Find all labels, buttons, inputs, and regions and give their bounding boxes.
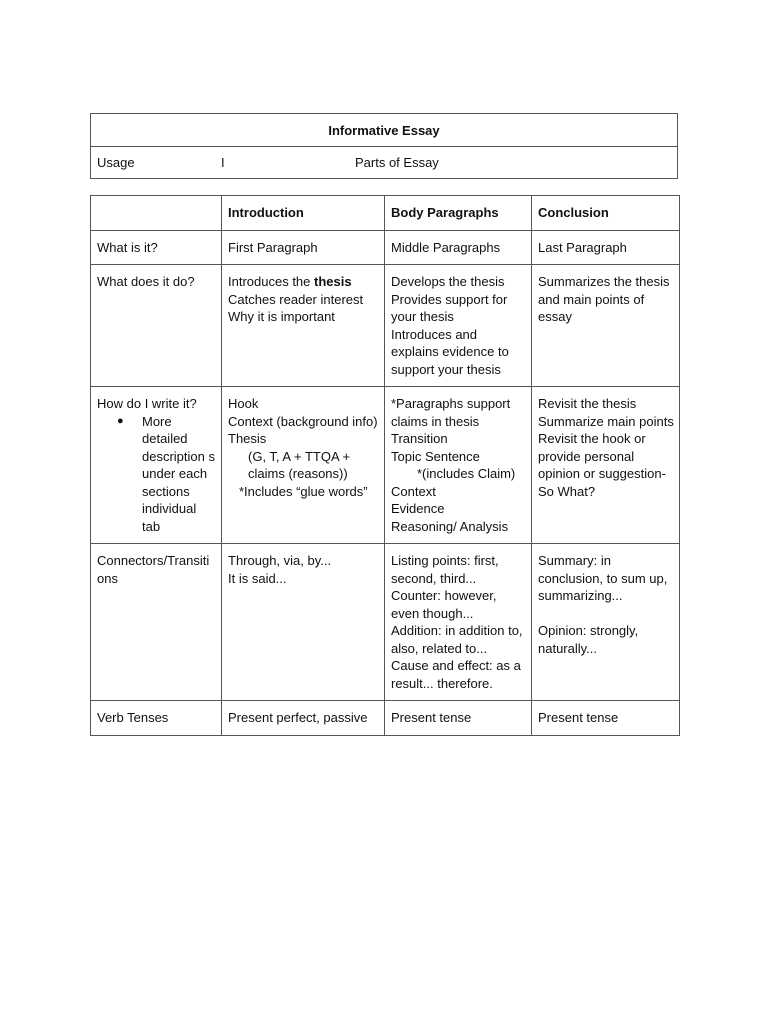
conclusion-line: Revisit the thesis xyxy=(538,396,637,411)
body-line: *Paragraphs support claims in thesis xyxy=(391,396,511,429)
intro-line: Hook xyxy=(228,396,259,411)
cell-conclusion xyxy=(532,544,680,701)
table-row xyxy=(91,544,680,701)
body-line: Cause and effect: as a result... therefore. xyxy=(391,658,521,691)
document-title: Informative Essay xyxy=(91,114,677,147)
intro-line: (G, T, A + TTQA + claims (reasons)) xyxy=(248,448,351,481)
intro-line: Why it is important xyxy=(228,309,335,324)
intro-line: Through, via, by... xyxy=(228,553,332,568)
intro-line: *Includes “glue words” xyxy=(239,483,368,499)
cell-conclusion xyxy=(532,387,680,544)
conclusion-line: Opinion: strongly, naturally... xyxy=(538,623,639,656)
conclusion-line: Summary: in conclusion, to sum up, summarizing... xyxy=(538,553,668,603)
blank-line xyxy=(538,605,674,623)
usage-label: Usage xyxy=(97,155,135,170)
intro-prefix: Introduces the xyxy=(228,274,314,289)
header-cell-conclusion: Conclusion xyxy=(532,196,680,231)
usage-row xyxy=(91,147,677,179)
body-line: Transition xyxy=(391,431,448,446)
cell-body: Middle Paragraphs xyxy=(385,230,532,265)
cell-introduction: Present perfect, passive xyxy=(222,701,385,736)
separator-mark: I xyxy=(221,155,225,170)
intro-line: It is said... xyxy=(228,570,287,586)
cell-introduction xyxy=(222,265,385,387)
cell-body xyxy=(385,265,532,387)
body-line: Topic Sentence xyxy=(391,448,480,464)
title-table xyxy=(90,113,678,179)
body-line: Counter: however, even though... xyxy=(391,588,497,621)
row-label: What is it? xyxy=(91,230,222,265)
cell-body: Present tense xyxy=(385,701,532,736)
intro-line: Context (background info) xyxy=(228,413,378,429)
intro-line xyxy=(228,273,379,291)
row-label: What does it do? xyxy=(91,265,222,387)
cell-introduction xyxy=(222,387,385,544)
bullet-item xyxy=(97,413,216,536)
header-cell-introduction: Introduction xyxy=(222,196,385,231)
cell-conclusion: Present tense xyxy=(532,701,680,736)
essay-parts-table xyxy=(90,195,680,736)
header-row xyxy=(91,196,680,231)
cell-body xyxy=(385,544,532,701)
body-line: Listing points: first, second, third... xyxy=(391,553,499,586)
cell-body xyxy=(385,387,532,544)
cell-conclusion: Summarizes the thesis and main points of essay xyxy=(532,265,680,387)
body-line: Context xyxy=(391,483,436,499)
body-line: Provides support for your thesis xyxy=(391,291,508,324)
conclusion-line: Revisit the hook or provide personal opinion or suggestion- So What? xyxy=(538,431,666,499)
body-line: Develops the thesis xyxy=(391,274,505,289)
bullet-text: More detailed description s under each sections individual tab xyxy=(142,413,215,534)
intro-line: Thesis xyxy=(228,431,267,446)
parts-label: Parts of Essay xyxy=(355,155,439,170)
bullet-icon: ● xyxy=(117,414,124,427)
cell-introduction: First Paragraph xyxy=(222,230,385,265)
row-label: Connectors/Transitions xyxy=(91,544,222,701)
table-row xyxy=(91,701,680,736)
conclusion-line: Summarize main points xyxy=(538,413,674,429)
table-row xyxy=(91,387,680,544)
body-line: Introduces and explains evidence to support your thesis xyxy=(391,326,509,377)
header-cell-body-paragraphs: Body Paragraphs xyxy=(385,196,532,231)
body-line: Addition: in addition to, also, related to... xyxy=(391,623,523,656)
intro-line: Catches reader interest xyxy=(228,291,364,307)
body-line: Reasoning/ Analysis xyxy=(391,518,509,534)
body-line: *(includes Claim) xyxy=(417,466,516,481)
thesis-bold: thesis xyxy=(314,274,352,289)
table-row xyxy=(91,265,680,387)
header-cell-empty xyxy=(91,196,222,231)
row-label: Verb Tenses xyxy=(91,701,222,736)
cell-introduction xyxy=(222,544,385,701)
cell-conclusion: Last Paragraph xyxy=(532,230,680,265)
row-label: How do I write it? xyxy=(97,396,197,411)
body-line: Evidence xyxy=(391,501,445,516)
row-label-cell xyxy=(91,387,222,544)
table-row xyxy=(91,230,680,265)
